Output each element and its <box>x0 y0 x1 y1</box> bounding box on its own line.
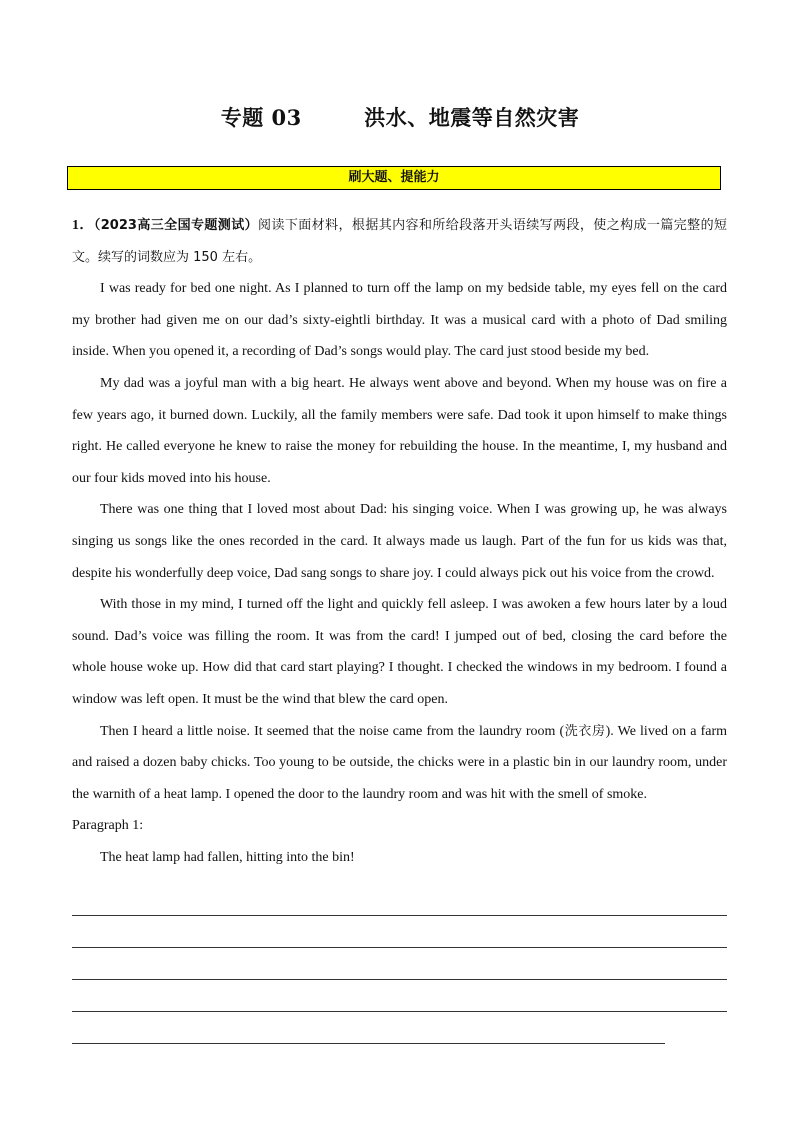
paragraph-5-text-b: ). We lived on a farm and raised a dozen baby chicks. Too young to be outside, the chicks were in a plastic bin in our laundry room, under the warnith of a heat lamp. I opened the door to the laundry room and was hit with the smell of smoke. <box>72 723 727 802</box>
answer-line[interactable] <box>72 980 727 1012</box>
question-instruction <box>72 210 727 273</box>
passage-paragraph-3: There was one thing that I loved most about Dad: his singing voice. When I was growing up, he was always singing us songs like the ones recorded in the card. It always made us laugh. Part of the fun for us kids was that, despite his wonderfully deep voice, Dad sang songs to share joy. I could always pick out his voice from the crowd. <box>72 502 727 581</box>
passage-paragraph-4: With those in my mind, I turned off the light and quickly fell asleep. I was awoken a few hours later by a loud sound. Dad’s voice was filling the room. It was from the card! I jumped out of bed, closing the card before the whole house woke up. How did that card start playing? I thought. I checked the windows in my bedroom. I found a window was left open. It must be the wind that blew the card open. <box>72 597 727 707</box>
page-title: 专题 03 洪水、地震等自然灾害 <box>220 105 580 130</box>
answer-lines <box>72 884 727 1044</box>
answer-line[interactable] <box>72 948 727 980</box>
question-number: 1． <box>72 218 94 233</box>
section-banner: 刷大题、提能力 <box>67 166 721 190</box>
passage-paragraph-2: My dad was a joyful man with a big heart. He always went above and beyond. When my house was on fire a few years ago, it burned down. Luckily, all the family members were safe. Dad took it upon himself to make things right. He called everyone he knew to raise the money for rebuilding the house. In the meantime, I, my husband and our four kids moved into his house. <box>72 375 727 486</box>
question-content <box>72 210 727 873</box>
paragraph-opener: The heat lamp had fallen, hitting into the bin! <box>100 849 355 865</box>
answer-line[interactable] <box>72 884 727 916</box>
paragraph-label: Paragraph 1: <box>72 818 144 834</box>
paragraph-5-text-a: Then I heard a little noise. It seemed that the noise came from the laundry room ( <box>100 723 565 739</box>
instruction-text: 阅读下面材料，根据其内容和所给段落开头语续写两段，使之构成一篇完整的短文。续写的词数应为 150 左右。 <box>72 218 727 265</box>
paragraph-5-cn-gloss: 洗衣房 <box>564 723 606 739</box>
answer-line[interactable] <box>72 1012 665 1044</box>
passage-paragraph-5 <box>72 716 727 811</box>
question-source: （2023高三全国专题测试） <box>93 218 259 233</box>
answer-line[interactable] <box>72 916 727 948</box>
passage-paragraph-1: I was ready for bed one night. As I planned to turn off the lamp on my bedside table, my eyes fell on the card my brother had given me on our dad’s sixty-eightli birthday. It was a musical card with a photo of Dad smiling inside. When you opened it, a recording of Dad’s songs would play. The card just stood beside my bed. <box>72 281 727 360</box>
